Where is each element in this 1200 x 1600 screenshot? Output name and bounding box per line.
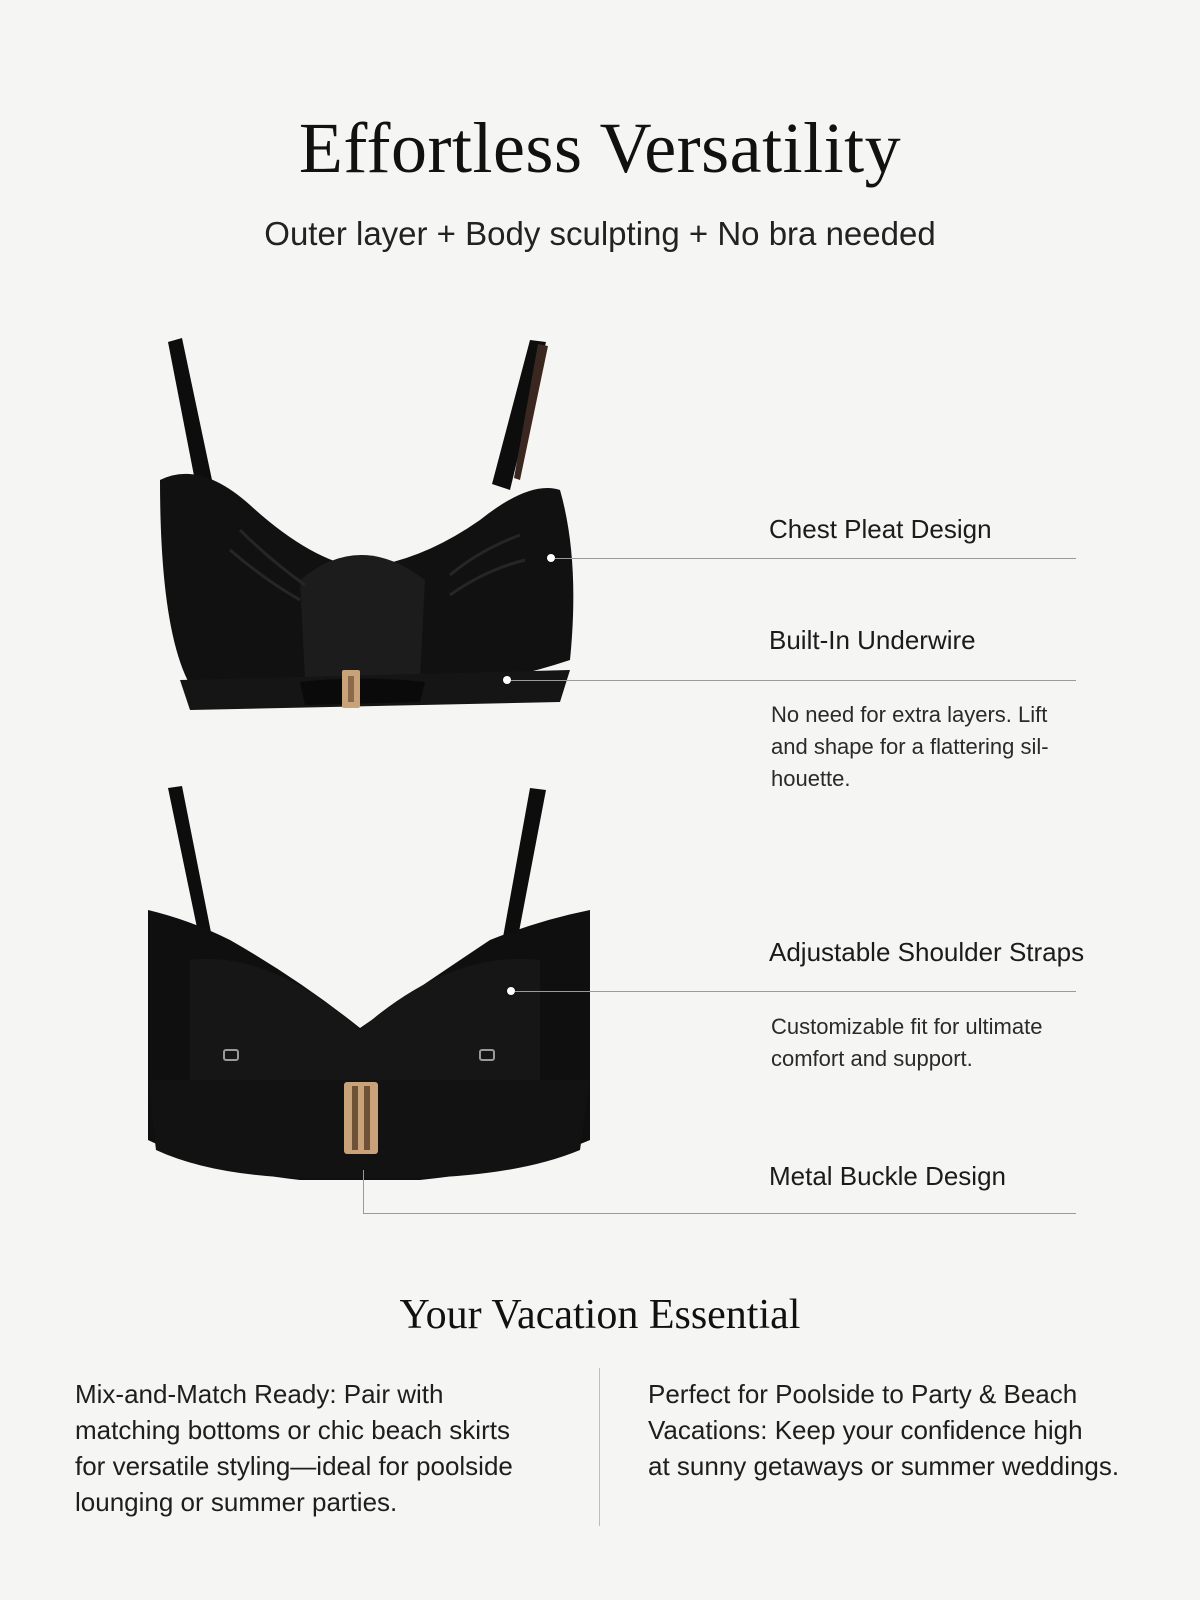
essential-right-line: Vacations: Keep your confidence high bbox=[648, 1415, 1083, 1445]
callout-dot-chest-pleat bbox=[547, 554, 555, 562]
callout-dot-underwire bbox=[503, 676, 511, 684]
feature-label-chest-pleat: Chest Pleat Design bbox=[769, 514, 992, 544]
page-subtitle: Outer layer + Body sculpting + No bra needed bbox=[264, 215, 936, 252]
feature-desc-underwire bbox=[771, 699, 1071, 795]
essential-right-text bbox=[648, 1376, 1148, 1484]
feature-desc-straps-line: comfort and support. bbox=[771, 1046, 973, 1071]
callout-dot-straps bbox=[507, 987, 515, 995]
product-back-image bbox=[120, 780, 620, 1200]
feature-label-buckle: Metal Buckle Design bbox=[769, 1161, 1006, 1191]
callout-line-chest-pleat bbox=[555, 558, 1076, 559]
feature-desc-straps-line: Customizable fit for ultimate bbox=[771, 1014, 1043, 1039]
page-title: Effortless Versatility bbox=[298, 108, 902, 188]
essential-left-text bbox=[75, 1376, 545, 1520]
essential-right-line: Perfect for Poolside to Party & Beach bbox=[648, 1379, 1078, 1409]
feature-label-underwire: Built-In Underwire bbox=[769, 625, 976, 655]
column-divider bbox=[599, 1368, 600, 1526]
essential-left-line: matching bottoms or chic beach skirts bbox=[75, 1415, 510, 1445]
essential-right-line: at sunny getaways or summer weddings. bbox=[648, 1451, 1120, 1481]
callout-vline-buckle bbox=[363, 1170, 364, 1213]
feature-desc-straps bbox=[771, 1011, 1071, 1075]
callout-line-straps bbox=[515, 991, 1076, 992]
callout-line-underwire bbox=[511, 680, 1076, 681]
product-front-image bbox=[120, 330, 620, 750]
feature-label-straps: Adjustable Shoulder Straps bbox=[769, 937, 1085, 967]
feature-desc-underwire-line: and shape for a flattering sil- bbox=[771, 734, 1049, 759]
essential-left-line: lounging or summer parties. bbox=[75, 1487, 398, 1517]
section-title-vacation: Your Vacation Essential bbox=[399, 1292, 801, 1338]
feature-desc-underwire-line: No need for extra layers. Lift bbox=[771, 702, 1048, 727]
feature-desc-underwire-line: houette. bbox=[771, 766, 851, 791]
callout-line-buckle bbox=[363, 1213, 1076, 1214]
essential-left-line: for versatile styling—ideal for poolside bbox=[75, 1451, 513, 1481]
essential-left-line: Mix-and-Match Ready: Pair with bbox=[75, 1379, 444, 1409]
